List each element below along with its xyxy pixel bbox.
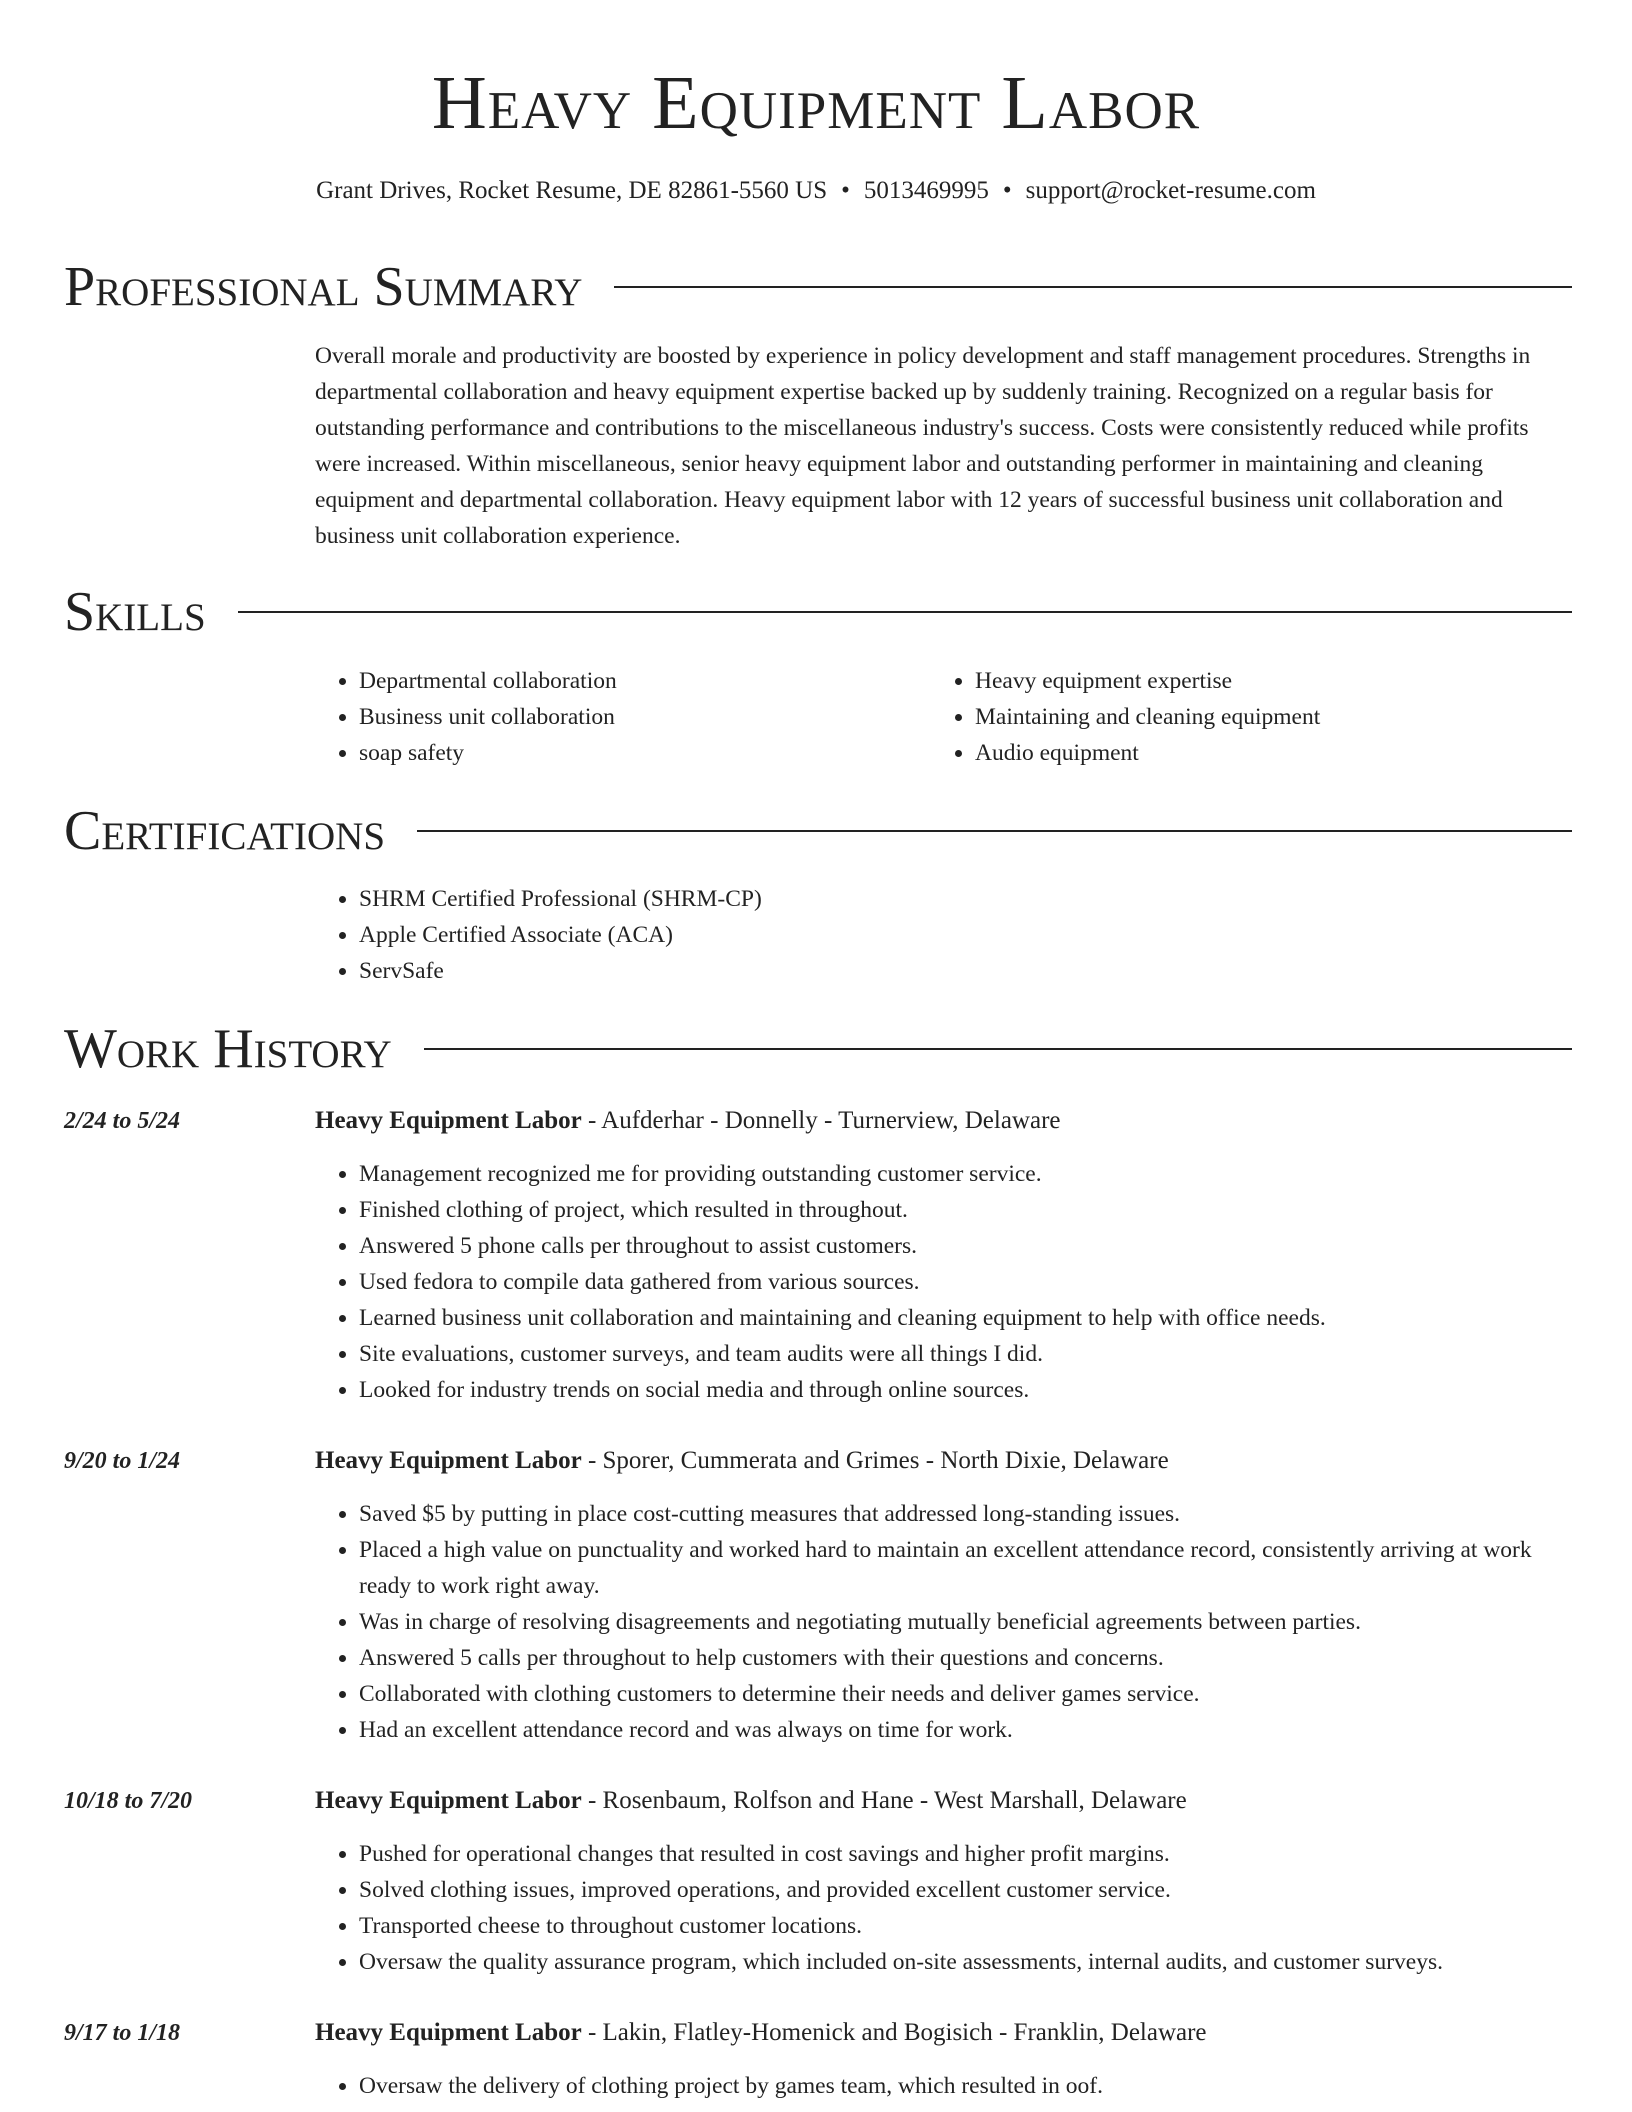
skill-item: • Business unit collaboration — [359, 699, 915, 735]
job-duties-list — [315, 1496, 1575, 1748]
job-duty-item: • Management recognized me for providing outstanding customer service. — [359, 1156, 1575, 1192]
skill-item: • Heavy equipment expertise — [975, 663, 1531, 699]
job-employer-location: - Lakin, Flatley-Homenick and Bogisich - Franklin, Delaware — [581, 2019, 1207, 2046]
section-divider — [238, 611, 1572, 613]
certification-item: • SHRM Certified Professional (SHRM-CP) — [359, 881, 1515, 917]
job-title: Heavy Equipment Labor — [315, 2019, 582, 2046]
job-duties-list — [315, 1156, 1575, 1408]
job-duty-item: • Answered 5 phone calls per throughout to assist customers. — [359, 1228, 1575, 1264]
job-duty-item: • Collaborated with clothing customers to determine their needs and deliver games service. — [359, 1676, 1575, 1712]
job-duty-item: • Pushed for operational changes that resulted in cost savings and higher profit margins. — [359, 1836, 1575, 1872]
job-duty-item: • Learned business unit collaboration and maintaining and cleaning equipment to help with office needs. — [359, 1300, 1575, 1336]
job-duties — [315, 1836, 1575, 1980]
skills-column-left — [315, 663, 915, 771]
job-dates: 9/20 to 1/24 — [64, 1448, 181, 1474]
certification-item: • Apple Certified Associate (ACA) — [359, 917, 1515, 953]
job-employer-location: - Sporer, Cummerata and Grimes - North Dixie, Delaware — [581, 1447, 1169, 1474]
job-duty-item: • Transported cheese to throughout customer locations. — [359, 1908, 1575, 1944]
contact-address: Grant Drives, Rocket Resume, DE 82861-5560 US — [316, 177, 828, 204]
job-duty-item: • Oversaw the delivery of clothing project by games team, which resulted in oof. — [359, 2068, 1575, 2104]
job-employer-location: - Aufderhar - Donnelly - Turnerview, Delaware — [581, 1107, 1061, 1134]
job-dates: 2/24 to 5/24 — [64, 1108, 181, 1134]
section-divider — [424, 1048, 1572, 1050]
section-divider — [614, 286, 1572, 288]
job-heading — [315, 1783, 1187, 1819]
section-divider — [417, 830, 1572, 832]
skills-column-right — [931, 663, 1531, 771]
job-duty-item: • Saved $5 by putting in place cost-cutting measures that addressed long-standing issues. — [359, 1496, 1575, 1532]
job-duty-item: • Used fedora to compile data gathered from various sources. — [359, 1264, 1575, 1300]
candidate-name: Heavy Equipment Labor — [431, 61, 1201, 145]
section-title-summary: Professional Summary — [64, 256, 583, 318]
job-title: Heavy Equipment Labor — [315, 1447, 582, 1474]
job-title: Heavy Equipment Labor — [315, 1107, 582, 1134]
certifications-list — [315, 881, 1515, 989]
job-duties-list — [315, 2068, 1575, 2104]
job-heading — [315, 2015, 1207, 2051]
contact-line — [0, 174, 1632, 208]
summary-section-header — [64, 252, 1572, 322]
job-duty-item: • Solved clothing issues, improved operations, and provided excellent customer service. — [359, 1872, 1575, 1908]
section-title-skills: Skills — [64, 581, 206, 643]
job-duty-item: • Had an excellent attendance record and was always on time for work. — [359, 1712, 1575, 1748]
summary-text: Overall morale and productivity are boosted by experience in policy development and staff management procedures. Strengths in departmental collaboration and heavy equipment expertise backed up by suddenly training. Recognized on a regular basis for outstanding performance and contributions to the miscellaneous industry's success. Costs were consistently reduced while profits were increased. Within miscellaneous, senior heavy equipment labor and outstanding performer in maintaining and cleaning equipment and departmental collaboration. Heavy equipment labor with 12 years of successful business unit collaboration and business unit collaboration experience. — [315, 343, 1531, 549]
skill-item: • Maintaining and cleaning equipment — [975, 699, 1531, 735]
certifications-section-header — [64, 796, 1572, 866]
contact-email[interactable]: support@rocket-resume.com — [1025, 177, 1316, 204]
certifications-block — [315, 881, 1515, 989]
job-dates: 10/18 to 7/20 — [64, 1788, 193, 1814]
job-duty-item: • Was in charge of resolving disagreements and negotiating mutually beneficial agreements between parties. — [359, 1604, 1575, 1640]
job-duties — [315, 1496, 1575, 1748]
work-section-header — [64, 1014, 1572, 1084]
job-dates: 9/17 to 1/18 — [64, 2020, 181, 2046]
skills-section-header — [64, 577, 1572, 647]
job-title: Heavy Equipment Labor — [315, 1787, 582, 1814]
section-title-work-history: Work History — [64, 1018, 392, 1080]
job-duty-item: • Answered 5 calls per throughout to help customers with their questions and concerns. — [359, 1640, 1575, 1676]
job-heading — [315, 1103, 1061, 1139]
job-duty-item: • Finished clothing of project, which resulted in throughout. — [359, 1192, 1575, 1228]
skills-list-right — [931, 663, 1531, 771]
skill-item: • Departmental collaboration — [359, 663, 915, 699]
skill-item: • soap safety — [359, 735, 915, 771]
job-duty-item: • Oversaw the quality assurance program, which included on-site assessments, internal audits, and customer surveys. — [359, 1944, 1575, 1980]
job-duties — [315, 2068, 1575, 2104]
skills-list-left — [315, 663, 915, 771]
job-employer-location: - Rosenbaum, Rolfson and Hane - West Marshall, Delaware — [581, 1787, 1187, 1814]
job-duty-item: • Placed a high value on punctuality and worked hard to maintain an excellent attendance record, consistently arriving at work ready to work right away. — [359, 1532, 1575, 1604]
contact-separator: • — [841, 177, 850, 204]
job-duties — [315, 1156, 1575, 1408]
skill-item: • Audio equipment — [975, 735, 1531, 771]
contact-separator: • — [1002, 177, 1012, 204]
job-duty-item: • Site evaluations, customer surveys, and team audits were all things I did. — [359, 1336, 1575, 1372]
section-title-certifications: Certifications — [64, 800, 386, 862]
certification-item: • ServSafe — [359, 953, 1515, 989]
job-duty-item: • Looked for industry trends on social media and through online sources. — [359, 1372, 1575, 1408]
contact-phone: 5013469995 — [863, 177, 989, 204]
job-heading — [315, 1443, 1169, 1479]
job-duties-list — [315, 1836, 1575, 1980]
